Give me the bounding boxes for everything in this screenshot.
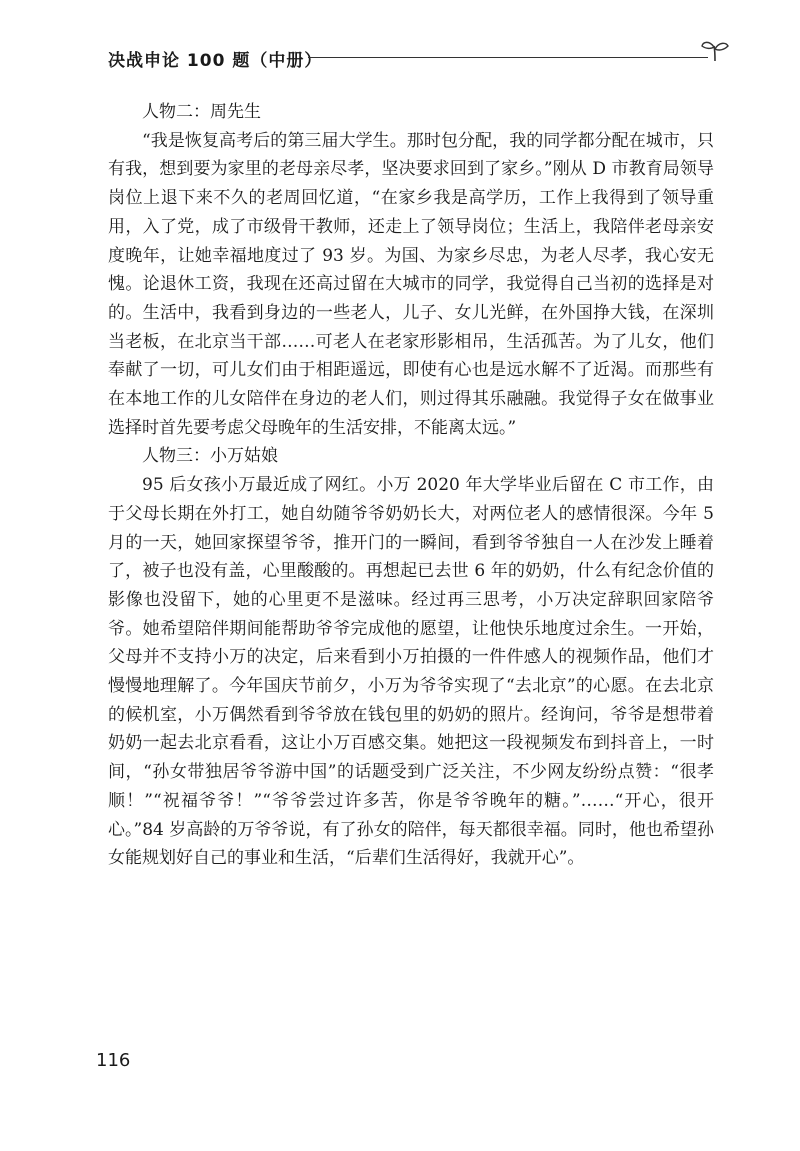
page-number: 116 bbox=[96, 1050, 131, 1071]
running-header bbox=[108, 36, 728, 72]
person-two-paragraph: “我是恢复高考后的第三届大学生。那时包分配，我的同学都分配在城市，只有我，想到要为家里的老母亲尽孝，坚决要求回到了家乡。”刚从 D 市教育局领导岗位上退下来不久的老周回忆道，“在家乡我是高学历，工作上我得到了领导重用，入了党，成了市级骨干教师，还走上了领导岗位；生活上，我陪伴老母亲安度晚年，让她幸福地度过了 93 岁。为国、为家乡尽忠，为老人尽孝，我心安无愧。论退休工资，我现在还高过留在大城市的同学，我觉得自己当初的选择是对的。生活中，我看到身边的一些老人，儿子、女儿光鲜，在外国挣大钱，在深圳当老板，在北京当干部……可老人在老家形影相吊，生活孤苦。为了儿女，他们奉献了一切，可儿女们由于相距遥远，即使有心也是远水解不了近渴。而那些有在本地工作的儿女陪伴在身边的老人们，则过得其乐融融。我觉得子女在做事业选择时首先要考虑父母晚年的生活安排，不能离太远。” bbox=[108, 130, 714, 438]
book-title: 决战申论 100 题（中册） bbox=[108, 51, 323, 71]
person-three-heading: 人物三：小万姑娘 bbox=[142, 446, 278, 467]
person-two-heading: 人物二：周先生 bbox=[142, 102, 261, 122]
sprout-icon bbox=[700, 38, 730, 62]
person-three-paragraph: 95 后女孩小万最近成了网红。小万 2020 年大学毕业后留在 C 市工作，由于父母长期在外打工，她自幼随爷爷奶奶长大，对两位老人的感情很深。今年 5 月的一天，她回家探望爷爷，推开门的一瞬间，看到爷爷独自一人在沙发上睡着了，被子也没有盖，心里酸酸的。再想起已去世 6 年的奶奶，什么有纪念价值的影像也没留下，她的心里更不是滋味。经过再三思考，小万决定辞职回家陪爷爷。她希望陪伴期间能帮助爷爷完成他的愿望，让他快乐地度过余生。一开始，父母并不支持小万的决定，后来看到小万拍摄的一件件感人的视频作品，他们才慢慢地理解了。今年国庆节前夕，小万为爷爷实现了“去北京”的心愿。在去北京的候机室，小万偶然看到爷爷放在钱包里的奶奶的照片。经询问，爷爷是想带着奶奶一起去北京看看，这让小万百感交集。她把这一段视频发布到抖音上，一时间，“孙女带独居爷爷游中国”的话题受到广泛关注，不少网友纷纷点赞：“很孝顺！”“祝福爷爷！”“爷爷尝过许多苦，你是爷爷晚年的糖。”……“开心，很开心。”84 岁高龄的万爷爷说，有了孙女的陪伴，每天都很幸福。同时，他也希望孙女能规划好自己的事业和生活，“后辈们生活得好，我就开心”。 bbox=[108, 475, 714, 869]
article-body bbox=[108, 98, 714, 873]
header-rule bbox=[308, 57, 708, 58]
